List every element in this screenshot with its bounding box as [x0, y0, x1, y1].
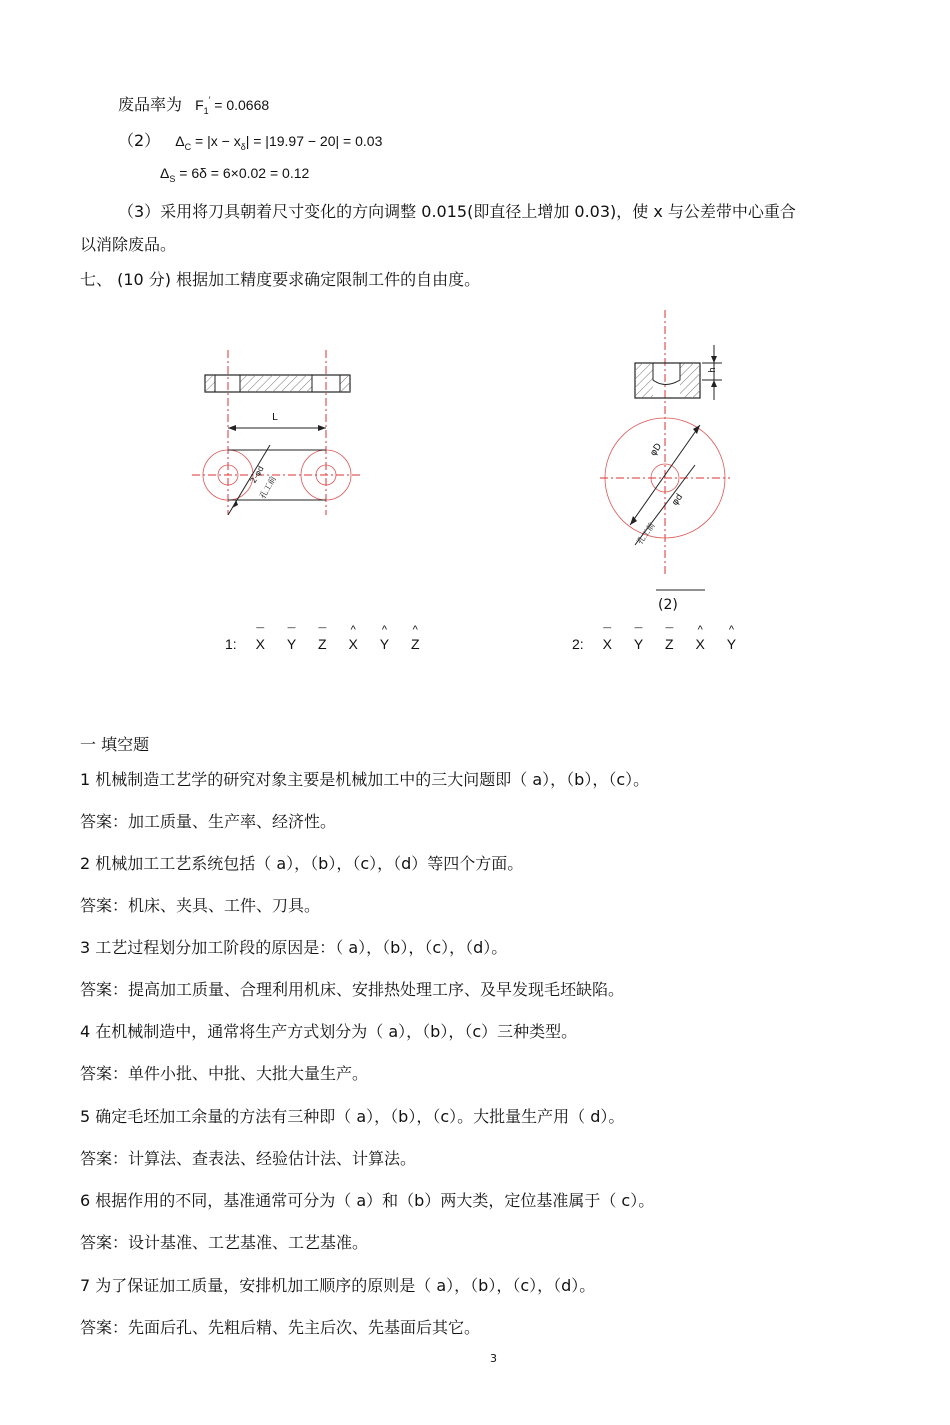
- fill-in-heading: 一 填空题: [80, 735, 150, 754]
- figure-2-caption: (2): [658, 597, 678, 613]
- question-7: 7 为了保证加工质量，安排机加工顺序的原则是（ a），（b），（c），（d）。: [80, 1276, 596, 1295]
- delta-c-sub: C: [184, 142, 192, 152]
- question-6: 6 根据作用的不同，基准通常可分为（ a）和（b）两大类，定位基准属于（ c）。: [80, 1191, 655, 1210]
- delta-c-sub-delta: δ: [240, 142, 246, 152]
- figure-1-hole-label1: 2-φd: [248, 464, 266, 485]
- dof-rotation-y: ^ Y: [380, 636, 389, 652]
- reject-rate-label: 废品率为: [118, 95, 183, 114]
- reject-rate-symbol: F: [195, 97, 204, 113]
- question-1: 1 机械制造工艺学的研究对象主要是机械加工中的三大问题即（ a），（b），（c）。: [80, 770, 650, 789]
- answer-1: 答案：加工质量、生产率、经济性。: [80, 812, 337, 831]
- delta-c-symbol: Δ: [175, 133, 185, 149]
- figure-1-answer: [225, 636, 429, 652]
- dof-translation-y: ¯ Y: [287, 636, 296, 652]
- answer-5: 答案：计算法、查表法、经验估计法、计算法。: [80, 1149, 417, 1168]
- reject-rate-line: [118, 92, 269, 115]
- part2-label: （2）: [118, 131, 161, 150]
- figure-2-answer: [572, 636, 745, 652]
- dof-translation-z: ¯ Z: [665, 636, 674, 652]
- dof-rotation-y: ^ Y: [727, 636, 736, 652]
- answer-7: 答案：先面后孔、先粗后精、先主后次、先基面后其它。: [80, 1318, 481, 1337]
- q7-title: 七、 (10 分) 根据加工精度要求确定限制工件的自由度。: [80, 270, 481, 289]
- dof-rotation-z: ^ Z: [411, 636, 420, 652]
- dof-translation-x: ¯ X: [603, 636, 612, 652]
- delta-c-expr: = |x − x: [195, 133, 241, 149]
- part3-line1: （3）采用将刀具朝着尺寸变化的方向调整 0.015(即直径上增加 0.03)，使 x 与公差带中心重合: [118, 202, 796, 221]
- figure-1-dimension-L: [228, 425, 326, 431]
- dof-rotation-x: ^ X: [696, 636, 705, 652]
- figure-2-answer-prefix: 2:: [572, 636, 584, 652]
- answer-6: 答案：设计基准、工艺基准、工艺基准。: [80, 1233, 369, 1252]
- delta-s-sub: S: [169, 174, 176, 184]
- dof-translation-y: ¯ Y: [634, 636, 643, 652]
- figure-1-top-view: [205, 375, 350, 392]
- question-2: 2 机械加工工艺系统包括（ a），（b），（c），（d）等四个方面。: [80, 854, 524, 873]
- figure-2-hole-label: 孔工前: [635, 521, 657, 546]
- delta-s-expr: = 6δ = 6×0.02 = 0.12: [179, 165, 310, 181]
- question-4: 4 在机械制造中，通常将生产方式划分为（ a），（b），（c）三种类型。: [80, 1022, 578, 1041]
- reject-rate-prime: ′: [208, 95, 211, 105]
- figure-2-dim-d-label: φd: [670, 492, 686, 508]
- figure-1-answer-prefix: 1:: [225, 636, 237, 652]
- figure-1-hole-label2: 孔工前: [258, 474, 278, 501]
- answer-3: 答案：提高加工质量、合理利用机床、安排热处理工序、及早发现毛坯缺陷。: [80, 980, 625, 999]
- dof-translation-x: ¯ X: [256, 636, 265, 652]
- figure-1-dim-L-label: L: [272, 412, 278, 423]
- answer-4: 答案：单件小批、中批、大批大量生产。: [80, 1064, 369, 1083]
- dof-translation-z: ¯ Z: [318, 636, 327, 652]
- figure-1-drawing: [180, 340, 380, 530]
- part3-line2: 以消除废品。: [80, 235, 177, 254]
- reject-rate-value: = 0.0668: [214, 97, 270, 113]
- delta-c-line: [118, 128, 382, 151]
- reject-rate-sub: 1: [203, 106, 209, 116]
- figure-2-dim-h-label: h: [707, 367, 718, 373]
- dof-rotation-x: ^ X: [349, 636, 358, 652]
- delta-s-symbol: Δ: [160, 165, 170, 181]
- answer-2: 答案：机床、夹具、工件、刀具。: [80, 896, 321, 915]
- delta-s-line: [160, 165, 310, 184]
- question-5: 5 确定毛坯加工余量的方法有三种即（ a），（b），（c）。大批量生产用（ d）。: [80, 1107, 625, 1126]
- figure-2-dim-D-label: φD: [648, 441, 665, 459]
- question-3: 3 工艺过程划分加工阶段的原因是：（ a），（b），（c），（d）。: [80, 938, 508, 957]
- delta-c-expr-rest: | = |19.97 − 20| = 0.03: [245, 133, 383, 149]
- page-number: 3: [490, 1352, 497, 1365]
- figure-2-drawing: [590, 305, 740, 615]
